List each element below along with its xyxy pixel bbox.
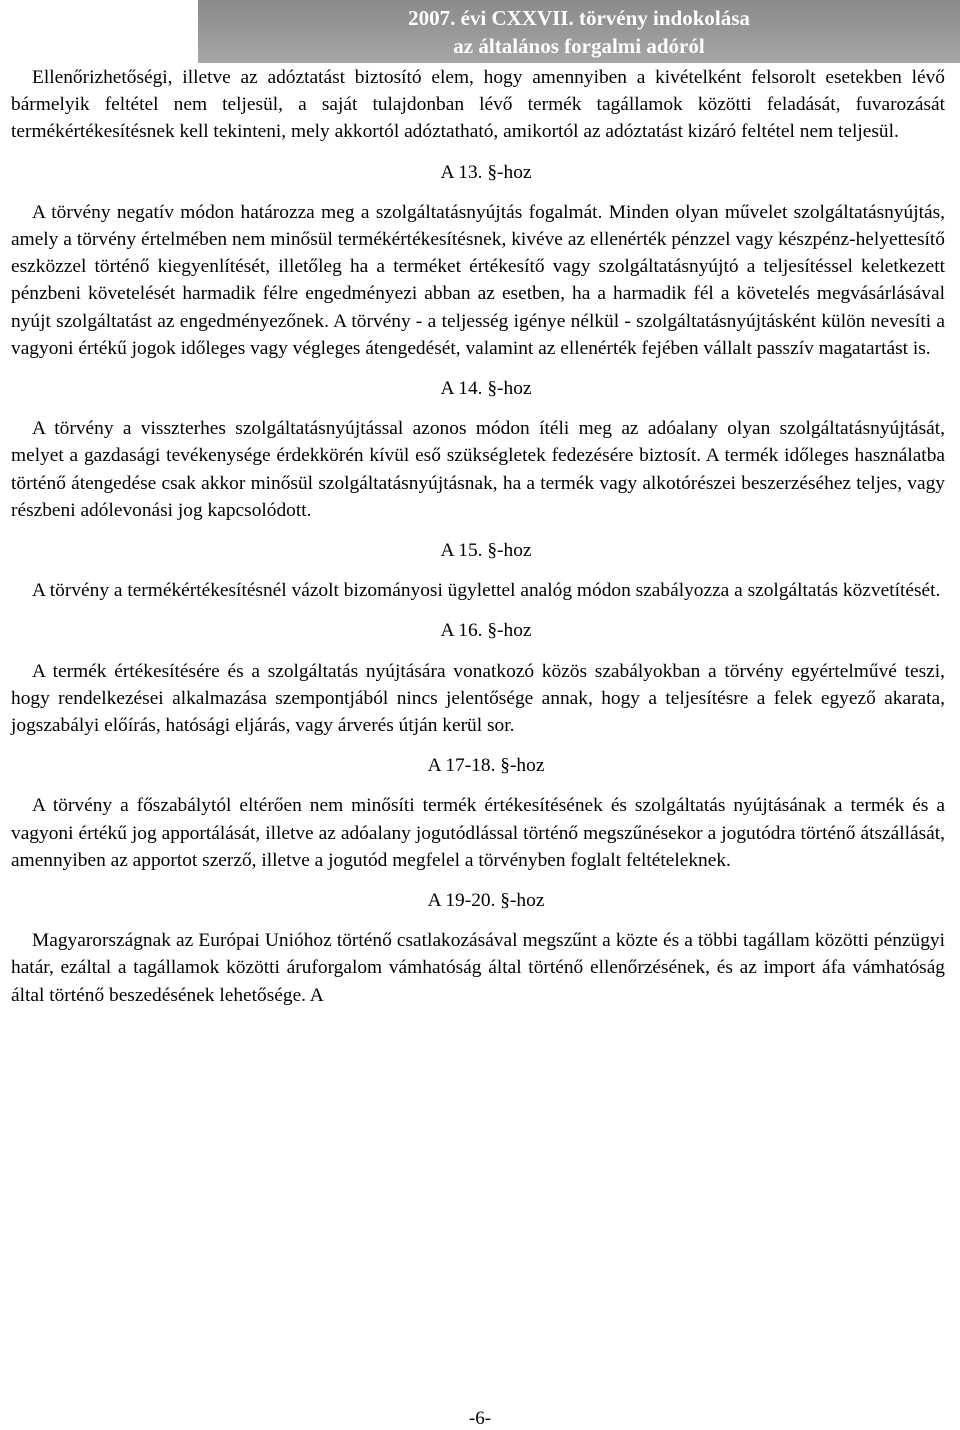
paragraph-intro: Ellenőrizhetőségi, illetve az adóztatást biztosító elem, hogy amennyiben a kivételként felsorolt esetekben lévő bármelyik feltétel nem teljesül, a saját tulajdonban lévő termék tagállamok közötti feladását, fuvarozását termékértékesítésnek kell tekinteni, mely akkortól adóztatható, amikortól az adóztatást kizáró feltétel nem teljesül. (11, 67, 945, 143)
header-title: 2007. évi CXXVII. törvény indokolása (408, 6, 750, 30)
paragraph-15: A törvény a termékértékesítésnél vázolt bizományosi ügylettel analóg módon szabályozza a szolgáltatás közvetítését. (32, 580, 941, 602)
header-subtitle: az általános forgalmi adóról (453, 34, 705, 58)
section-heading-13: A 13. §-hoz (440, 161, 532, 183)
section-heading-19-20: A 19-20. §-hoz (427, 890, 545, 912)
section-heading-14: A 14. §-hoz (440, 378, 532, 400)
paragraph-17-18: A törvény a főszabálytól eltérően nem minősíti termék értékesítésének és szolgáltatás nyújtásának a termék és a vagyoni értékű jog apportálását, illetve az adóalany jogutódlással történő megszűnésekor a jogutódra történő átszállását, amennyiben az apportot szerző, illetve a jogutód megfelel a törvényben foglalt feltételeknek. (11, 795, 945, 871)
paragraph-19-20: Magyarországnak az Európai Unióhoz történő csatlakozásával megszűnt a közte és a többi tagállam közötti pénzügyi határ, ezáltal a tagállamok közötti áruforgalom vámhatóság által történő ellenőrzésének, és az import áfa vámhatóság által történő beszedésének lehetősége. A (11, 930, 945, 1006)
page-header (0, 0, 960, 63)
section-heading-15: A 15. §-hoz (440, 540, 532, 562)
paragraph-14: A törvény a visszterhes szolgáltatásnyújtással azonos módon ítéli meg az adóalany olyan szolgáltatásnyújtását, melyet a gazdasági tevékenysége érdekkörén kívül eső szükségletek fedezésére biztosít. A termék időleges használatba történő átengedése csak akkor minősül szolgáltatásnyújtásnak, ha a termék vagy alkotórészei beszerzéséhez teljes, vagy részbeni adólevonási jog kapcsolódott. (11, 418, 945, 521)
document-body (11, 64, 945, 1009)
section-heading-16: A 16. §-hoz (440, 620, 532, 642)
page-number: -6- (468, 1408, 492, 1429)
section-heading-17-18: A 17-18. §-hoz (427, 755, 545, 777)
paragraph-16: A termék értékesítésére és a szolgáltatás nyújtására vonatkozó közös szabályokban a törvény egyértelművé teszi, hogy rendelkezései alkalmazása szempontjából nincs jelentősége annak, hogy a teljesítésre a felek egyező akarata, jogszabályi előírás, hatósági eljárás, vagy árverés útján kerül sor. (11, 660, 945, 737)
paragraph-13: A törvény negatív módon határozza meg a szolgáltatásnyújtás fogalmát. Minden olyan művelet szolgáltatásnyújtás, amely a törvény értelmében nem minősül termékértékesítésnek, kivéve az ellenérték pénzzel vagy készpénz-helyettesítő eszközzel történő kiegyenlítését, illetőleg ha a terméket értékesítő vagy szolgáltatásnyújtó a teljesítéssel keletkezett pénzbeni követelését harmadik félre engedményezi abban az esetben, ha a harmadik fél a követelés megvásárlásával nyújt szolgáltatást az engedményezőnek. A törvény - a teljesség igénye nélkül - szolgáltatásnyújtásként külön nevesíti a vagyoni értékű jogok időleges vagy végleges átengedését, valamint az ellenérték fejében vállalt passzív magatartást is. (11, 201, 945, 359)
